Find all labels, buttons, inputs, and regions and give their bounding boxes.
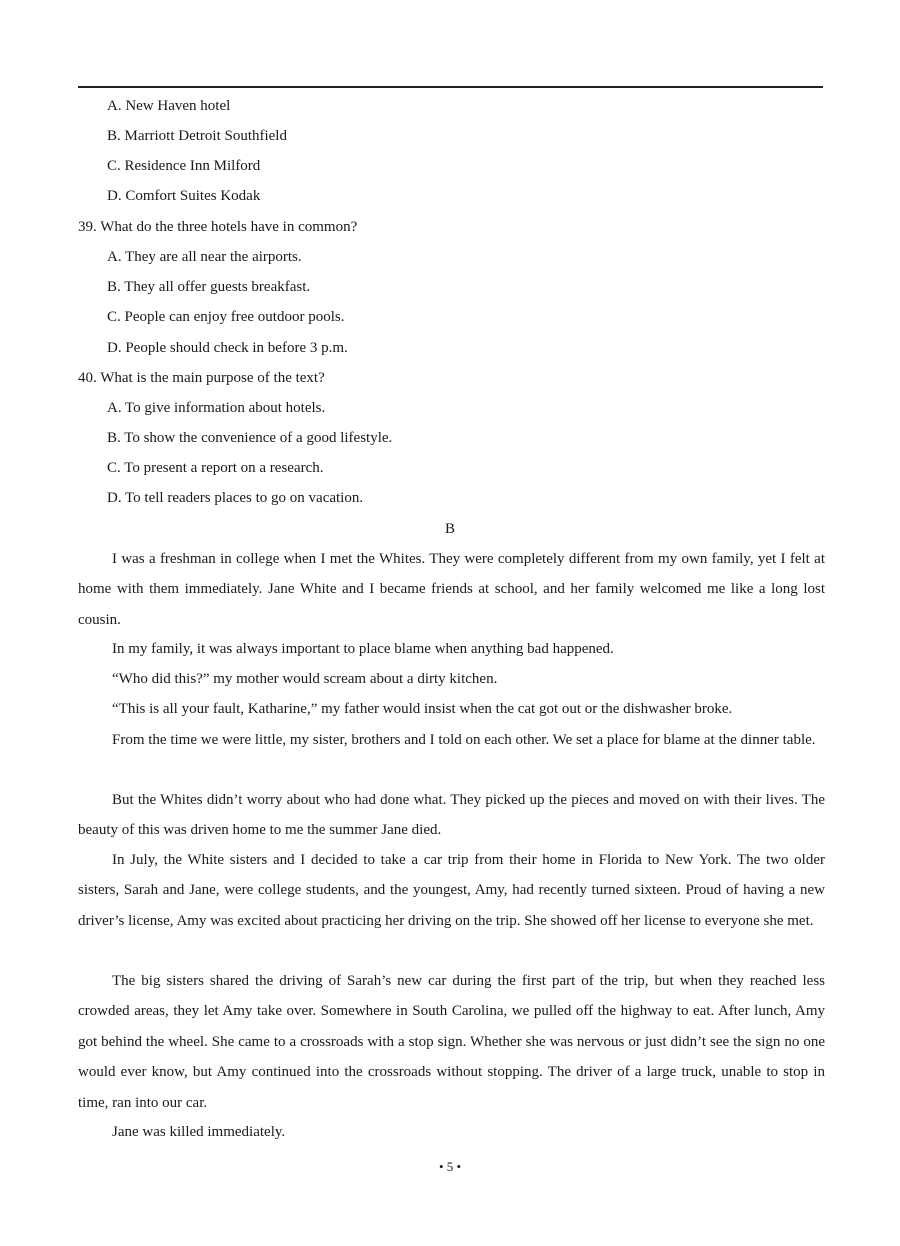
- q40-option-a: A. To give information about hotels.: [107, 400, 326, 416]
- q40-option-c: C. To present a report on a research.: [107, 460, 324, 476]
- passage-paragraph-7: In July, the White sisters and I decided to take a car trip from their home in Florida to New York. The two older sisters, Sarah and Jane, were college students, and the youngest, Amy, had recently turned sixteen. Proud of having a new driver’s license, Amy was excited about practicing her driving on the trip. She showed off her license to everyone she met.: [78, 852, 825, 929]
- q38-option-d: D. Comfort Suites Kodak: [107, 188, 261, 204]
- header-rule: [78, 86, 823, 88]
- passage-paragraph-4: “This is all your fault, Katharine,” my father would insist when the cat got out or the dishwasher broke.: [112, 701, 733, 717]
- passage-paragraph-8: The big sisters shared the driving of Sarah’s new car during the first part of the trip, but when they reached less crowded areas, they let Amy take over. Somewhere in South Carolina, we pulled off the highway to eat. After lunch, Amy got behind the wheel. She came to a crossroads with a stop sign. Whether she was nervous or just didn’t see the sign no one would ever know, but Amy continued into the crossroads without stopping. The driver of a large truck, unable to stop in time, ran into our car.: [78, 973, 825, 1111]
- page-number: • 5 •: [438, 1159, 462, 1174]
- q40-option-d: D. To tell readers places to go on vacation.: [107, 490, 364, 506]
- q39-option-b: B. They all offer guests breakfast.: [107, 279, 311, 295]
- passage-paragraph-1: I was a freshman in college when I met the Whites. They were completely different from my own family, yet I felt at home with them immediately. Jane White and I became friends at school, and her family welcomed me like a long lost cousin.: [78, 551, 825, 628]
- q38-option-b: B. Marriott Detroit Southfield: [107, 128, 287, 144]
- section-heading: B: [444, 521, 455, 537]
- q40-option-b: B. To show the convenience of a good lifestyle.: [107, 430, 393, 446]
- passage-paragraph-9: Jane was killed immediately.: [112, 1124, 286, 1140]
- q39-option-d: D. People should check in before 3 p.m.: [107, 340, 348, 356]
- q39-option-c: C. People can enjoy free outdoor pools.: [107, 309, 345, 325]
- q39-option-a: A. They are all near the airports.: [107, 249, 302, 265]
- passage-paragraph-6: But the Whites didn’t worry about who had done what. They picked up the pieces and moved on with their lives. The beauty of this was driven home to me the summer Jane died.: [78, 792, 825, 839]
- q40-question: 40. What is the main purpose of the text?: [78, 370, 325, 386]
- passage-paragraph-5: From the time we were little, my sister, brothers and I told on each other. We set a place for blame at the dinner table.: [112, 732, 816, 748]
- q38-option-a: A. New Haven hotel: [107, 98, 231, 114]
- passage-paragraph-3: “Who did this?” my mother would scream about a dirty kitchen.: [112, 671, 498, 687]
- passage-paragraph-2: In my family, it was always important to place blame when anything bad happened.: [112, 641, 614, 657]
- q38-option-c: C. Residence Inn Milford: [107, 158, 261, 174]
- q39-question: 39. What do the three hotels have in common?: [78, 219, 358, 235]
